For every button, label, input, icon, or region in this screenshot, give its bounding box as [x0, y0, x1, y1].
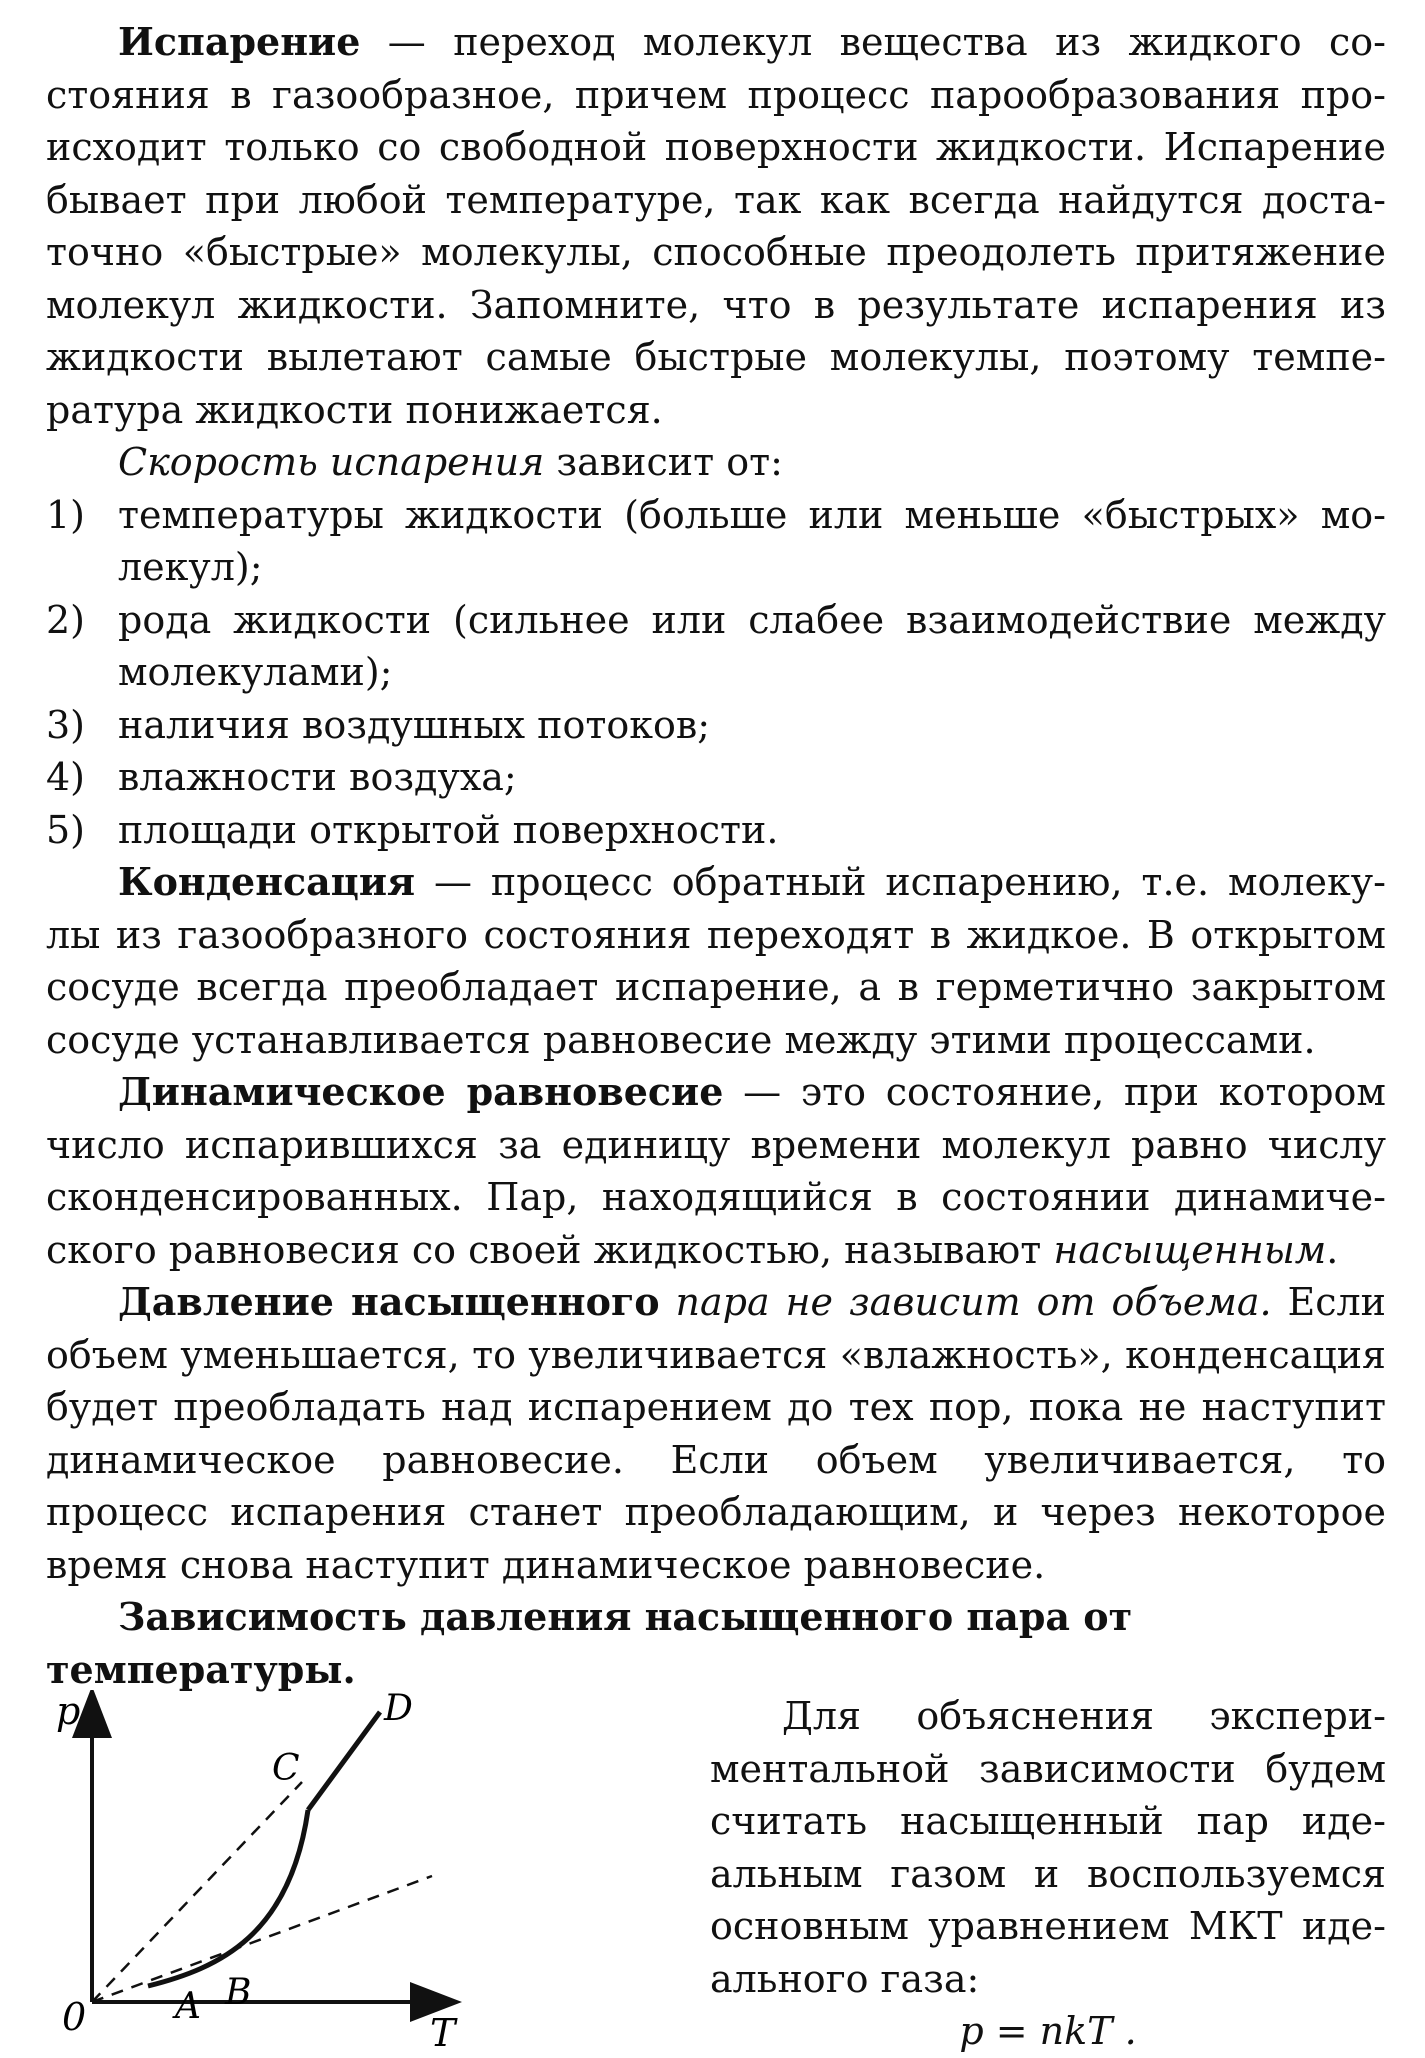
section-heading: Зависимость давления насыщенного пара от температуры.: [46, 1594, 1133, 1692]
label-origin: 0: [62, 1995, 87, 2039]
side-paragraph: Для объяснения экспериментальной зависимости будем считать насыщенный пар идеальным газом и воспользуемся основным уравнением МКТ идеального газа:: [710, 1694, 1386, 2001]
list-text: площади открытой поверхности.: [118, 807, 779, 852]
dashed-line-ob: [92, 1876, 432, 2002]
label-T: T: [430, 2011, 456, 2050]
pressure-temperature-graph: [40, 1690, 480, 2050]
term-saturated: насыщенным: [1053, 1227, 1327, 1272]
saturated-pressure-explanation: Если объем уменьшается, то увеличивается «влажность», конденсация будет преобладать над испарением до тех пор, пока не наступит динамическое равновесие. Если объем увеличивается, то процесс испарения станет преобладающим, и через некоторое время снова наступит динамическое равновесие.: [46, 1280, 1386, 1587]
list-number: 3): [46, 702, 86, 747]
period: .: [1326, 1227, 1339, 1272]
list-text: влажности воздуха;: [118, 755, 517, 799]
term-evaporation-rate: Скорость испарения: [118, 440, 545, 484]
list-number: 4): [46, 755, 86, 799]
term-dynamic-equilibrium: Динамическое равновесие: [118, 1069, 724, 1114]
label-p: p: [56, 1690, 81, 1733]
label-D: D: [384, 1690, 413, 1729]
paragraph-evaporation-rate: [46, 436, 1386, 489]
saturation-curve-abc: [148, 1810, 308, 1986]
list-item: [46, 489, 1386, 594]
main-text: [46, 16, 1386, 1696]
paragraph-evaporation: [46, 16, 1386, 436]
ideal-gas-segment-cd: [308, 1712, 380, 1810]
list-number: 5): [46, 807, 86, 852]
side-text-block: [710, 1690, 1386, 2058]
list-item: [46, 804, 1386, 857]
evaporation-rate-intro: зависит от:: [544, 440, 783, 484]
dynamic-equilibrium-definition: — это состояние, при котором число испарившихся за единицу времени молекул равно числу сконденсированных. Пар, находящийся в состоянии динамического равновесия со своей жидкостью, называют: [46, 1070, 1386, 1272]
term-condensation: Конденсация: [118, 859, 416, 904]
evaporation-definition: — переход молекул вещества из жидкого состояния в газообразное, причем процесс парообразования происходит только со свободной поверхности жидкости. Испарение бывает при любой температуре, так как всегда найдутся достаточно «быстрые» молекулы, способные преодолеть притяжение молекул жидкости. Запомните, что в результате испарения из жидкости вылетают самые быстрые молекулы, поэтому температура жидкости понижается.: [46, 20, 1386, 432]
list-item: [46, 594, 1386, 699]
list-item: [46, 699, 1386, 752]
list-text: наличия воздушных потоков;: [118, 702, 711, 747]
term-evaporation: Испарение: [118, 19, 361, 64]
paragraph-condensation: [46, 856, 1386, 1066]
formula-mkt: p = nkT .: [959, 2009, 1137, 2053]
label-C: C: [272, 1748, 300, 1789]
label-B: B: [225, 1972, 252, 2013]
saturated-pressure-statement: пара не зависит от объема.: [659, 1280, 1272, 1324]
list-number: 1): [46, 492, 86, 537]
list-text: температуры жидкости (больше или меньше «быстрых» молекул);: [118, 492, 1386, 589]
condensation-definition: — процесс обратный испарению, т.е. молекулы из газообразного состояния переходят в жидкое. В открытом сосуде всегда преобладает испарение, а в герметично закрытом сосуде устанавливается равновесие между этими процессами.: [46, 860, 1386, 1062]
list-item: [46, 751, 1386, 804]
label-A: A: [175, 1986, 201, 2027]
paragraph-dynamic-equilibrium: [46, 1066, 1386, 1276]
list-number: 2): [46, 597, 86, 642]
list-text: рода жидкости (сильнее или слабее взаимодействие между молекулами);: [118, 597, 1386, 694]
term-saturated-pressure: Давление насыщенного: [118, 1279, 660, 1324]
paragraph-saturated-pressure: [46, 1276, 1386, 1591]
